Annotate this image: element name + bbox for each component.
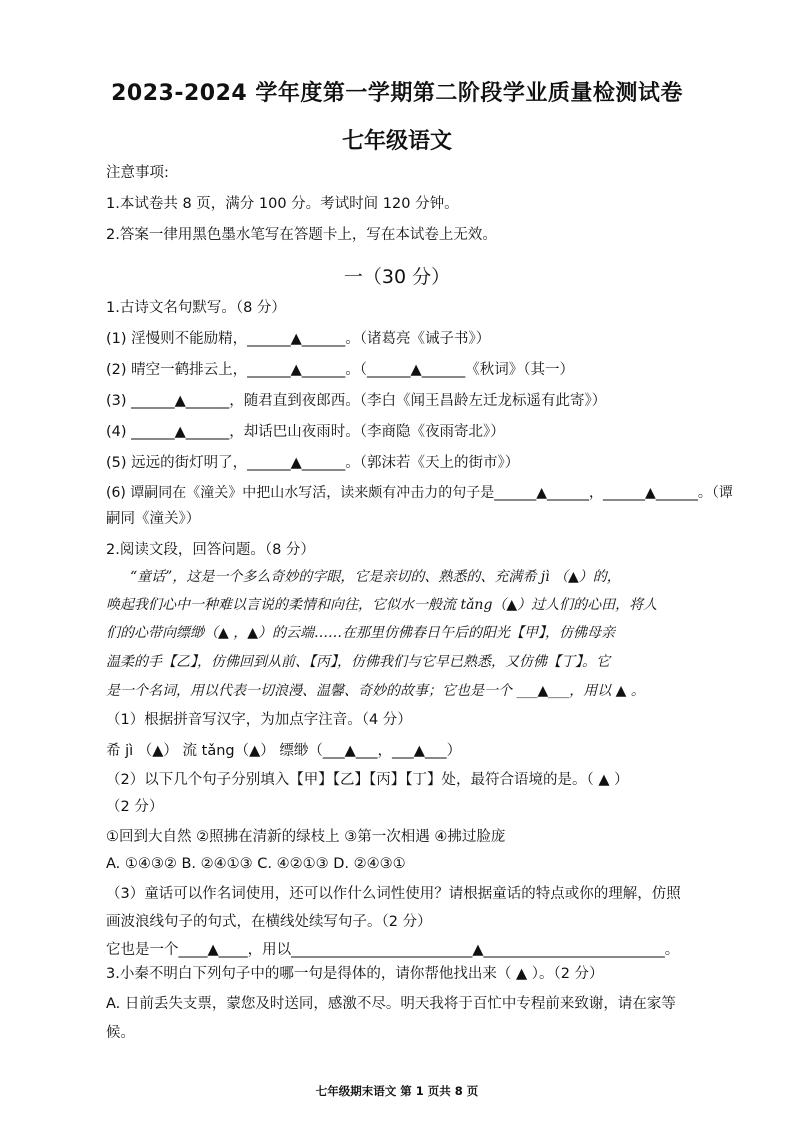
q2-sub1: （1）根据拼音写汉字，为加点字注音。（4 分） bbox=[106, 712, 412, 728]
exam-subtitle: 七年级语文 bbox=[341, 129, 452, 154]
notice-item-2: 2.答案一律用黑色墨水笔写在答题卡上，写在本试卷上无效。 bbox=[106, 227, 497, 243]
q3-option-a: A. 日前丢失支票，蒙您及时送同，感激不尽。明天我将于百忙中专程前来致谢，请在家等 bbox=[106, 996, 676, 1012]
q2-sub2-score: （2 分） bbox=[106, 799, 164, 815]
q2-stem: 2.阅读文段，回答问题。（8 分） bbox=[106, 542, 315, 558]
page-footer: 七年级期末语文 第 1 页共 8 页 bbox=[315, 1084, 479, 1098]
q2-sub3-line-2: 画波浪线句子的句式，在横线处续写句子。（2 分） bbox=[106, 914, 432, 930]
q1-stem: 1.古诗文名句默写。（8 分） bbox=[106, 300, 286, 316]
notice-heading: 注意事项: bbox=[106, 165, 169, 181]
exam-title: 2023-2024 学年度第一学期第二阶段学业质量检测试卷 bbox=[111, 81, 683, 106]
q2-sub1-line: 希 jì （▲） 流 tǎng（▲） 缥缈（___▲___，___▲___） bbox=[106, 743, 462, 759]
q1-line-1: (1) 淫慢则不能励精，______▲______。（诸葛亮《诫子书》） bbox=[106, 331, 491, 347]
section-title: 一（30 分） bbox=[343, 266, 451, 288]
q1-line-4: (4) ______▲______，却话巴山夜雨时。（李商隐《夜雨寄北》） bbox=[106, 424, 505, 440]
q2-passage-line-4: 温柔的手【乙】，仿佛回到从前、【丙】，仿佛我们与它早已熟悉，又仿佛【丁】。它 bbox=[106, 654, 610, 670]
q3-stem: 3.小秦不明白下列句子中的哪一句是得体的，请你帮他找出来（ ▲ ）。（2 分） bbox=[106, 966, 604, 982]
q2-sub2-options: ①回到大自然 ②照拂在清新的绿枝上 ③第一次相遇 ④拂过脸庞 bbox=[106, 829, 506, 845]
q1-line-2: (2) 晴空一鹤排云上，______▲______。（______▲______《秋词》（其一） bbox=[106, 362, 574, 378]
q2-sub3-line-1: （3）童话可以作名词使用，还可以作什么词性使用？请根据童话的特点或你的理解，仿照 bbox=[106, 886, 681, 902]
notice-item-1: 1.本试卷共 8 页，满分 100 分。考试时间 120 分钟。 bbox=[106, 196, 459, 212]
q1-line-6-cont: 嗣同《潼关》） bbox=[106, 511, 201, 527]
q1-line-6: (6) 谭嗣同在《潼关》中把山水写活，读来颇有冲击力的句子是______▲______，______▲______。（谭 bbox=[106, 485, 733, 501]
q3-option-a-cont: 候。 bbox=[106, 1025, 135, 1041]
q2-passage-line-3: 们的心带向缥缈（▲ ，▲）的云端……在那里仿佛春日午后的阳光【甲】，仿佛母亲 bbox=[106, 625, 615, 641]
q2-sub3-answer: 它也是一个____▲____，用以_________________________▲_________________________。 bbox=[106, 942, 680, 958]
q2-sub2: （2）以下几个句子分别填入【甲】【乙】【丙】【丁】处，最符合语境的是。（ ▲ ） bbox=[106, 772, 629, 788]
q2-sub2-choices: A. ①④③② B. ②④①③ C. ④②①③ D. ②④③① bbox=[106, 856, 406, 872]
q2-passage-line-5: 是一个名词，用以代表一切浪漫、温馨、奇妙的故事；它也是一个 ___▲___，用以 ▲ 。 bbox=[106, 683, 645, 699]
q1-line-5: (5) 远远的街灯明了，______▲______。（郭沫若《天上的街市》） bbox=[106, 455, 520, 471]
q1-line-3: (3) ______▲______，随君直到夜郎西。（李白《闻王昌龄左迁龙标遥有此寄》） bbox=[106, 393, 607, 409]
q2-passage-line-2: 唤起我们心中一种难以言说的柔情和向往，它似水一般流 tǎng（▲）过人们的心田，将人 bbox=[106, 597, 658, 613]
q2-passage-line-1: “童话”，这是一个多么奇妙的字眼，它是亲切的、熟悉的、充满希 jì （▲）的， bbox=[130, 569, 621, 585]
